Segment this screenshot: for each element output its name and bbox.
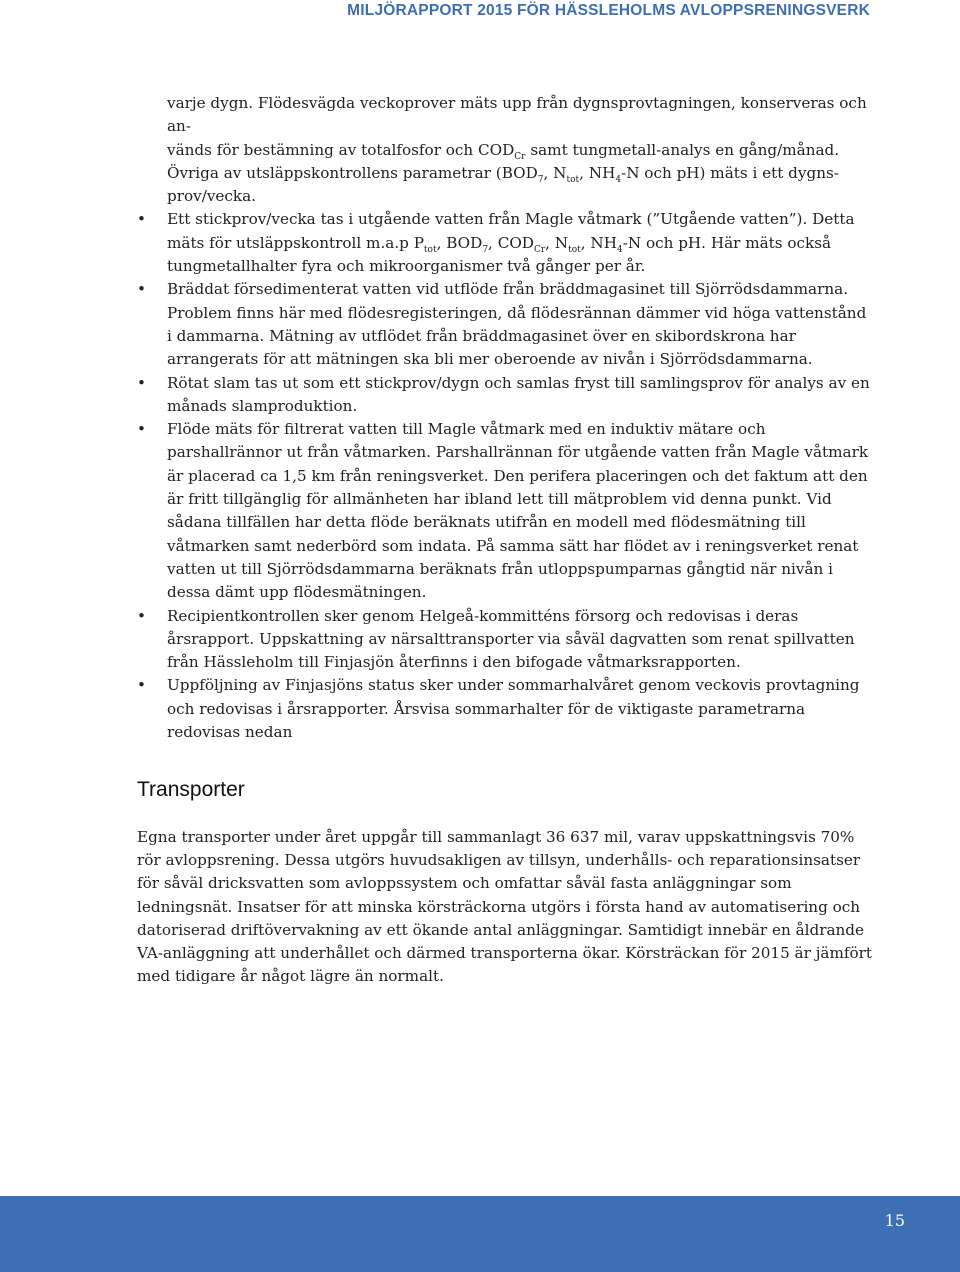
subscript: tot xyxy=(423,244,437,255)
section-body: Egna transporter under året uppgår till sammanlagt 36 637 mil, varav uppskattningsvis 70% rör avloppsrening. Dessa utgörs huvudsakligen av tillsyn, underhålls- och reparationsinsatser för såväl dricksvatten som avloppssystem och omfattar såväl fasta anläggningar som ledningsnät. Insatser för att minska körsträckorna utgörs i första hand av automatisering och datoriserad driftövervakning av ett ökande antal anläggningar. Samtidigt innebär en åldrande VA-anläggning att underhållet och därmed transporterna ökar. Körsträckan för 2015 är jämfört med tidigare år något lägre än normalt. xyxy=(137,827,872,986)
report-header-title: MILJÖRAPPORT 2015 FÖR HÄSSLEHOLMS AVLOPPSRENINGSVERK xyxy=(347,2,870,19)
bullet-icon: • xyxy=(137,373,146,392)
paragraph-line xyxy=(167,139,872,162)
bullet-item xyxy=(137,372,872,419)
bullet-text: Flöde mäts för filtrerat vatten till Magle våtmark med en induktiv mätare och parshallrännor ut från våtmarken. Parshallrännan för utgående vatten från Magle våtmark är placerad ca 1,5 km från reningsverket. Den perifera placeringen och det faktum att den är fritt tillgänglig för allmänheten har ibland lett till mätproblem vid denna punkt. Vid sådana tillfällen har detta flöde beräknats utifrån en modell med flödesmätning till våtmarken samt nederbörd som indata. På samma sätt har flödet av i reningsverket renat vatten ut till Sjörrödsdammarna beräknats från utloppspumparnas gångtid när nivån i dessa dämt upp flödesmätningen. xyxy=(167,420,869,602)
continued-paragraph xyxy=(137,92,872,208)
subscript: Cr xyxy=(533,244,546,255)
text-run: samt tungmetall-analys en gång/månad. xyxy=(525,140,840,159)
paragraph-line: prov/vecka. xyxy=(167,187,256,206)
text-run: , NH xyxy=(580,233,617,252)
page-footer-bar xyxy=(0,1196,960,1272)
paragraph-line xyxy=(167,162,872,185)
subscript: 7 xyxy=(537,174,544,185)
bullet-item xyxy=(137,208,872,278)
section-heading: Transporter xyxy=(137,778,245,802)
bullet-text: Rötat slam tas ut som ett stickprov/dygn och samlas fryst till samlingsprov för analys av en månads slamproduktion. xyxy=(167,373,870,415)
text-run: vänds för bestämning av totalfosfor och COD xyxy=(167,140,515,159)
bullet-icon: • xyxy=(137,280,146,299)
bullet-item xyxy=(137,605,872,675)
bullet-icon: • xyxy=(137,210,146,229)
text-run: , COD xyxy=(488,233,534,252)
text-run: , NH xyxy=(579,163,616,182)
bullet-item xyxy=(137,418,872,604)
text-run: , N xyxy=(545,233,569,252)
text-run: -N och pH) mäts i ett dygns- xyxy=(621,163,839,182)
bullet-icon: • xyxy=(137,606,146,625)
subscript: 7 xyxy=(482,244,489,255)
text-run: , N xyxy=(543,163,567,182)
bullet-text: Uppföljning av Finjasjöns status sker under sommarhalvåret genom veckovis provtagning och redovisas i årsrapporter. Årsvisa sommarhalter för de viktigaste parametrarna redovisas nedan xyxy=(167,676,860,742)
bullet-icon: • xyxy=(137,420,146,439)
text-run: , BOD xyxy=(436,233,483,252)
bullet-item xyxy=(137,278,872,371)
subscript: Cr xyxy=(514,151,526,162)
text-run: Ett stickprov/vecka tas i utgående vatten från Magle våtmark (”Utgående vatten”). Detta mäts för utsläppskontroll m.a.p P xyxy=(167,210,855,252)
subscript: tot xyxy=(566,174,580,185)
bullet-text: Bräddat försedimenterat vatten vid utflöde från bräddmagasinet till Sjörrödsdammarna. Problem finns här med flödesregisteringen, då flödesrännan dämmer vid höga vattenstånd i dammarna. Mätning av utflödet från bräddmagasinet över en skibordskrona har arrangerats för att mätningen ska bli mer oberoende av nivån i Sjörrödsdammarna. xyxy=(167,280,867,369)
bullet-list xyxy=(137,208,872,744)
bullet-item xyxy=(137,674,872,744)
paragraph-line: varje dygn. Flödesvägda veckoprover mäts upp från dygnsprovtagningen, konserveras och an- xyxy=(167,94,867,136)
subscript: 4 xyxy=(615,174,622,185)
page-content xyxy=(137,92,872,989)
bullet-icon: • xyxy=(137,676,146,695)
page-number: 15 xyxy=(884,1211,905,1230)
text-run: Övriga av utsläppskontrollens parametrar (BOD xyxy=(167,163,538,182)
subscript: 4 xyxy=(616,244,623,255)
bullet-text: Recipientkontrollen sker genom Helgeå-kommitténs försorg och redovisas i deras årsrapport. Uppskattning av närsalttransporter via såväl dagvatten som renat spillvatten från Hässleholm till Finjasjön återfinns i den bifogade våtmarksrapporten. xyxy=(167,606,855,672)
text-run: -N och pH. Här mäts också tungmetallhalter fyra och mikroorganismer två gånger per år. xyxy=(167,233,832,276)
subscript: tot xyxy=(568,244,581,255)
